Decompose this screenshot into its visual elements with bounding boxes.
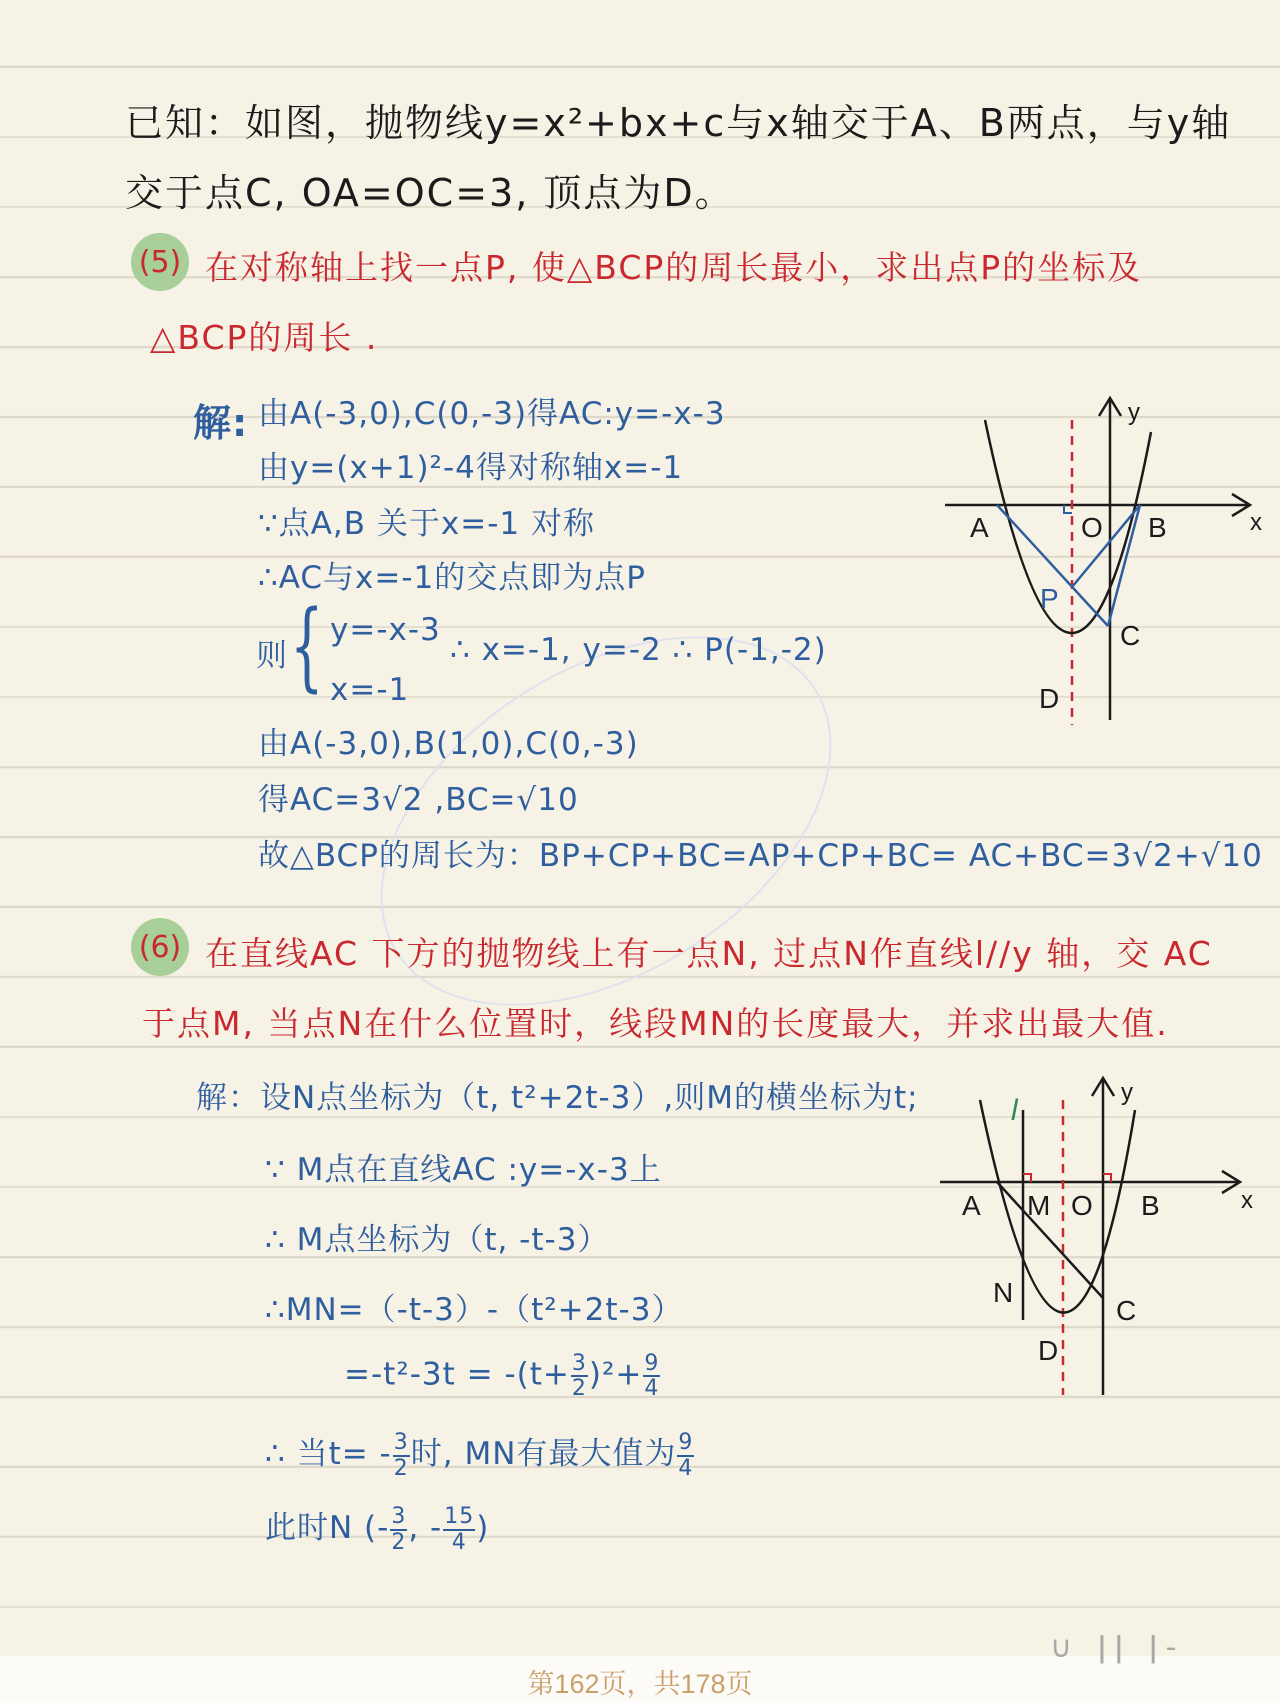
problem-line-1: 已知：如图，抛物线y=x²+bx+c与x轴交于A、B两点，与y轴 <box>125 101 1232 145</box>
fig1-label-p: P <box>1040 583 1059 614</box>
question-6-line-1: 在直线AC 下方的抛物线上有一点N, 过点N作直线l//y 轴，交 AC <box>205 934 1213 973</box>
fig1-label-a: A <box>970 512 989 543</box>
system-prefix: 则 <box>256 638 288 674</box>
solution-5-label: 解: <box>193 401 249 445</box>
fig2-label-b: B <box>1141 1190 1160 1221</box>
system-equation-2: x=-1 <box>330 672 410 708</box>
solution-5-line-6: 得AC=3√2 ,BC=√10 <box>258 782 579 818</box>
fraction-3-2 <box>571 1352 588 1400</box>
fraction-denominator: 4 <box>678 1455 694 1481</box>
fraction-numerator: 3 <box>391 1504 407 1530</box>
reader-toolbar-icon[interactable]: ∪ ǀǀ ǀ‐ <box>1050 1630 1185 1665</box>
point-n-text-3: ) <box>476 1510 490 1546</box>
question-5-line-1: 在对称轴上找一点P, 使△BCP的周长最小，求出点P的坐标及 <box>205 248 1143 287</box>
fraction-numerator: 3 <box>393 1430 409 1456</box>
question-6-line-2: 于点M, 当点N在什么位置时，线段MN的长度最大，并求出最大值. <box>142 1004 1169 1043</box>
fig1-parabola <box>985 420 1151 633</box>
fig2-label-o: O <box>1071 1190 1093 1221</box>
fraction-9-4 <box>643 1352 660 1400</box>
question-5-badge: (5) <box>131 233 189 291</box>
solution-5-line-5: 由A(-3,0),B(1,0),C(0,-3) <box>258 726 639 762</box>
solution-6-line-5 <box>344 1352 661 1400</box>
solution-5-line-7: 故△BCP的周长为：BP+CP+BC=AP+CP+BC= AC+BC=3√2+√10 <box>258 838 1263 874</box>
point-n-text: 此时N (- <box>265 1510 390 1546</box>
fig1-label-c: C <box>1120 620 1141 651</box>
solution-5-line-3: ∵点A,B 关于x=-1 对称 <box>258 506 595 542</box>
fig2-label-c: C <box>1116 1295 1137 1326</box>
max-condition-text-2: 时, MN有最大值为 <box>410 1436 677 1472</box>
fraction-15-4 <box>443 1505 475 1553</box>
fraction-denominator: 2 <box>393 1455 409 1481</box>
max-condition-text: ∴ 当t= - <box>265 1436 392 1472</box>
fraction-numerator: 9 <box>678 1430 694 1456</box>
solution-5-line-1: 由A(-3,0),C(0,-3)得AC:y=-x-3 <box>258 396 726 432</box>
question-6-badge: (6) <box>131 918 189 976</box>
solution-6-line-2: ∵ M点在直线AC :y=-x-3上 <box>265 1152 662 1188</box>
fraction-denominator: 2 <box>571 1376 587 1402</box>
system-result: ∴ x=-1, y=-2 ∴ P(-1,-2) <box>450 632 827 668</box>
solution-5-line-4: ∴AC与x=-1的交点即为点P <box>258 560 646 596</box>
solution-6-line-6 <box>265 1428 695 1480</box>
fraction-3-2 <box>390 1505 407 1553</box>
point-n-text-2: , - <box>408 1510 443 1546</box>
solution-6-line-4: ∴MN=（-t-3）-（t²+2t-3） <box>265 1292 684 1328</box>
solution-6-line-3: ∴ M点坐标为（t, -t-3） <box>265 1222 610 1258</box>
system-brace: { <box>290 590 324 702</box>
fig2-label-y: y <box>1121 1079 1133 1106</box>
fraction-numerator: 15 <box>444 1504 475 1530</box>
fig1-label-y: y <box>1128 399 1140 426</box>
fraction-9-4 <box>677 1431 694 1479</box>
fig2-label-a: A <box>962 1190 981 1221</box>
fraction-denominator: 4 <box>644 1376 660 1402</box>
question-5-line-2: △BCP的周长 . <box>150 318 379 357</box>
mn-expression-text-2: )²+ <box>588 1356 643 1393</box>
problem-line-2: 交于点C, OA=OC=3, 顶点为D。 <box>125 171 735 215</box>
fraction-numerator: 3 <box>571 1351 587 1376</box>
fig1-label-d: D <box>1039 683 1060 714</box>
fraction-numerator: 9 <box>644 1351 660 1376</box>
solution-5-line-2: 由y=(x+1)²-4得对称轴x=-1 <box>258 450 684 486</box>
fig1-label-b: B <box>1148 512 1167 543</box>
fig1-label-x: x <box>1250 509 1262 536</box>
fig2-label-m: M <box>1027 1190 1051 1221</box>
fig2-label-x: x <box>1241 1187 1253 1214</box>
mn-expression-text: =-t²-3t = -(t+ <box>344 1356 570 1393</box>
figure-1-parabola-diagram <box>940 390 1270 730</box>
fig1-label-o: O <box>1081 512 1103 543</box>
figure-2-parabola-diagram <box>935 1070 1265 1400</box>
fraction-denominator: 2 <box>391 1529 407 1555</box>
solution-6-line-1: 解：设N点坐标为（t, t²+2t-3）,则M的横坐标为t; <box>196 1080 919 1116</box>
fraction-denominator: 4 <box>451 1529 467 1555</box>
solution-6-line-7 <box>265 1502 489 1554</box>
fraction-3-2 <box>393 1431 410 1479</box>
fig2-label-l: l <box>1011 1094 1018 1127</box>
page-indicator: 第162页，共178页 <box>527 1669 753 1699</box>
fig2-label-d: D <box>1038 1335 1059 1366</box>
system-equation-1: y=-x-3 <box>330 612 441 648</box>
fig2-label-n: N <box>993 1277 1014 1308</box>
